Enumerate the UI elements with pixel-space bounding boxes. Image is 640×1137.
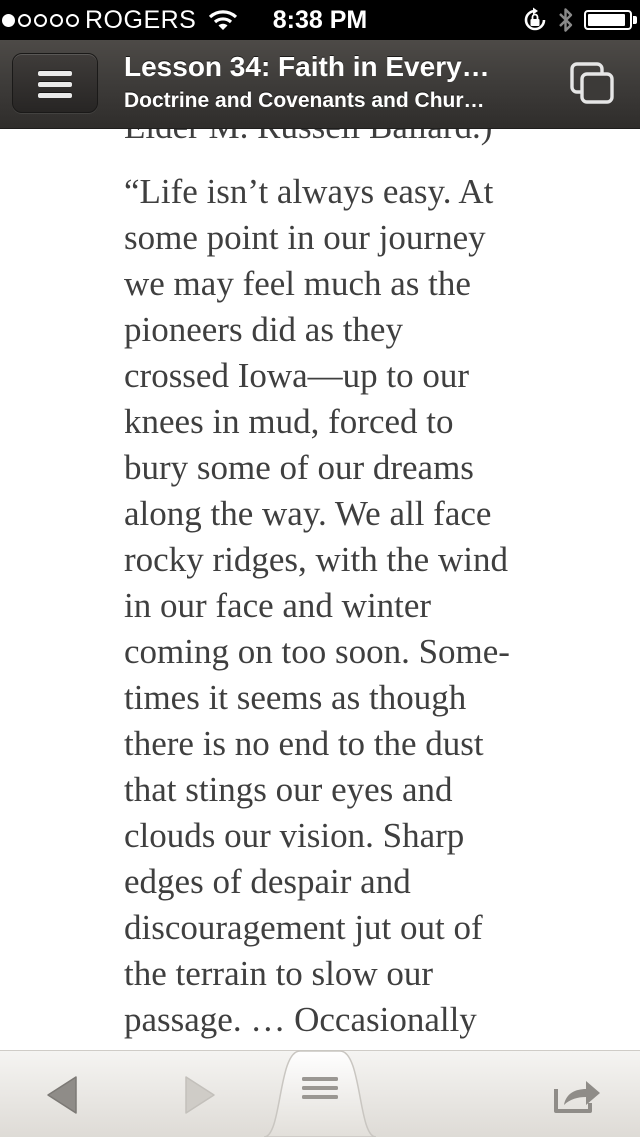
text-line: knees in mud, forced to — [124, 402, 454, 441]
battery-icon — [584, 10, 632, 30]
menu-icon — [38, 71, 72, 104]
windows-icon[interactable] — [570, 62, 616, 106]
quote-paragraph — [124, 169, 584, 1043]
back-arrow-icon[interactable] — [42, 1073, 82, 1117]
menu-lines-icon[interactable] — [264, 1037, 376, 1137]
text-line: bury some of our dreams — [124, 448, 474, 487]
page-subtitle: Doctrine and Covenants and Chur… — [124, 89, 485, 112]
bottom-toolbar — [0, 1050, 640, 1137]
text-line: some point in our journey — [124, 218, 486, 257]
text-line: the terrain to slow our — [124, 954, 434, 993]
status-bar — [0, 0, 640, 40]
text-line: that stings our eyes and — [124, 770, 453, 809]
text-line: crossed Iowa—up to our — [124, 356, 470, 395]
text-line: along the way. We all face — [124, 494, 492, 533]
reading-content[interactable] — [0, 128, 640, 1050]
rotation-lock-icon — [522, 7, 548, 33]
text-line: rocky ridges, with the wind — [124, 540, 508, 579]
text-line: pioneers did as they — [124, 310, 403, 349]
text-line: edges of despair and — [124, 862, 411, 901]
text-line: times it seems as though — [124, 678, 467, 717]
text-line: we may feel much as the — [124, 264, 471, 303]
text-line: coming on too soon. Some- — [124, 632, 510, 671]
bluetooth-icon — [558, 6, 574, 34]
forward-arrow-icon[interactable] — [180, 1073, 220, 1117]
reading-text — [124, 104, 584, 1062]
status-time: 8:38 PM — [272, 6, 368, 34]
navigation-bar — [0, 40, 640, 129]
text-line: in our face and winter — [124, 586, 432, 625]
status-right — [522, 0, 632, 40]
text-line: discouragement jut out of — [124, 908, 483, 947]
menu-button[interactable] — [12, 53, 98, 113]
page-title: Lesson 34: Faith in Every… — [124, 51, 490, 82]
nav-titles — [124, 50, 544, 116]
text-line: clouds our vision. Sharp — [124, 816, 465, 855]
share-icon[interactable] — [550, 1075, 602, 1115]
text-line: passage. … Occasionally — [124, 1000, 477, 1039]
text-line: there is no end to the dust — [124, 724, 484, 763]
carrier-name: ROGERS — [85, 5, 197, 34]
text-line: “Life isn’t always easy. At — [124, 172, 494, 211]
